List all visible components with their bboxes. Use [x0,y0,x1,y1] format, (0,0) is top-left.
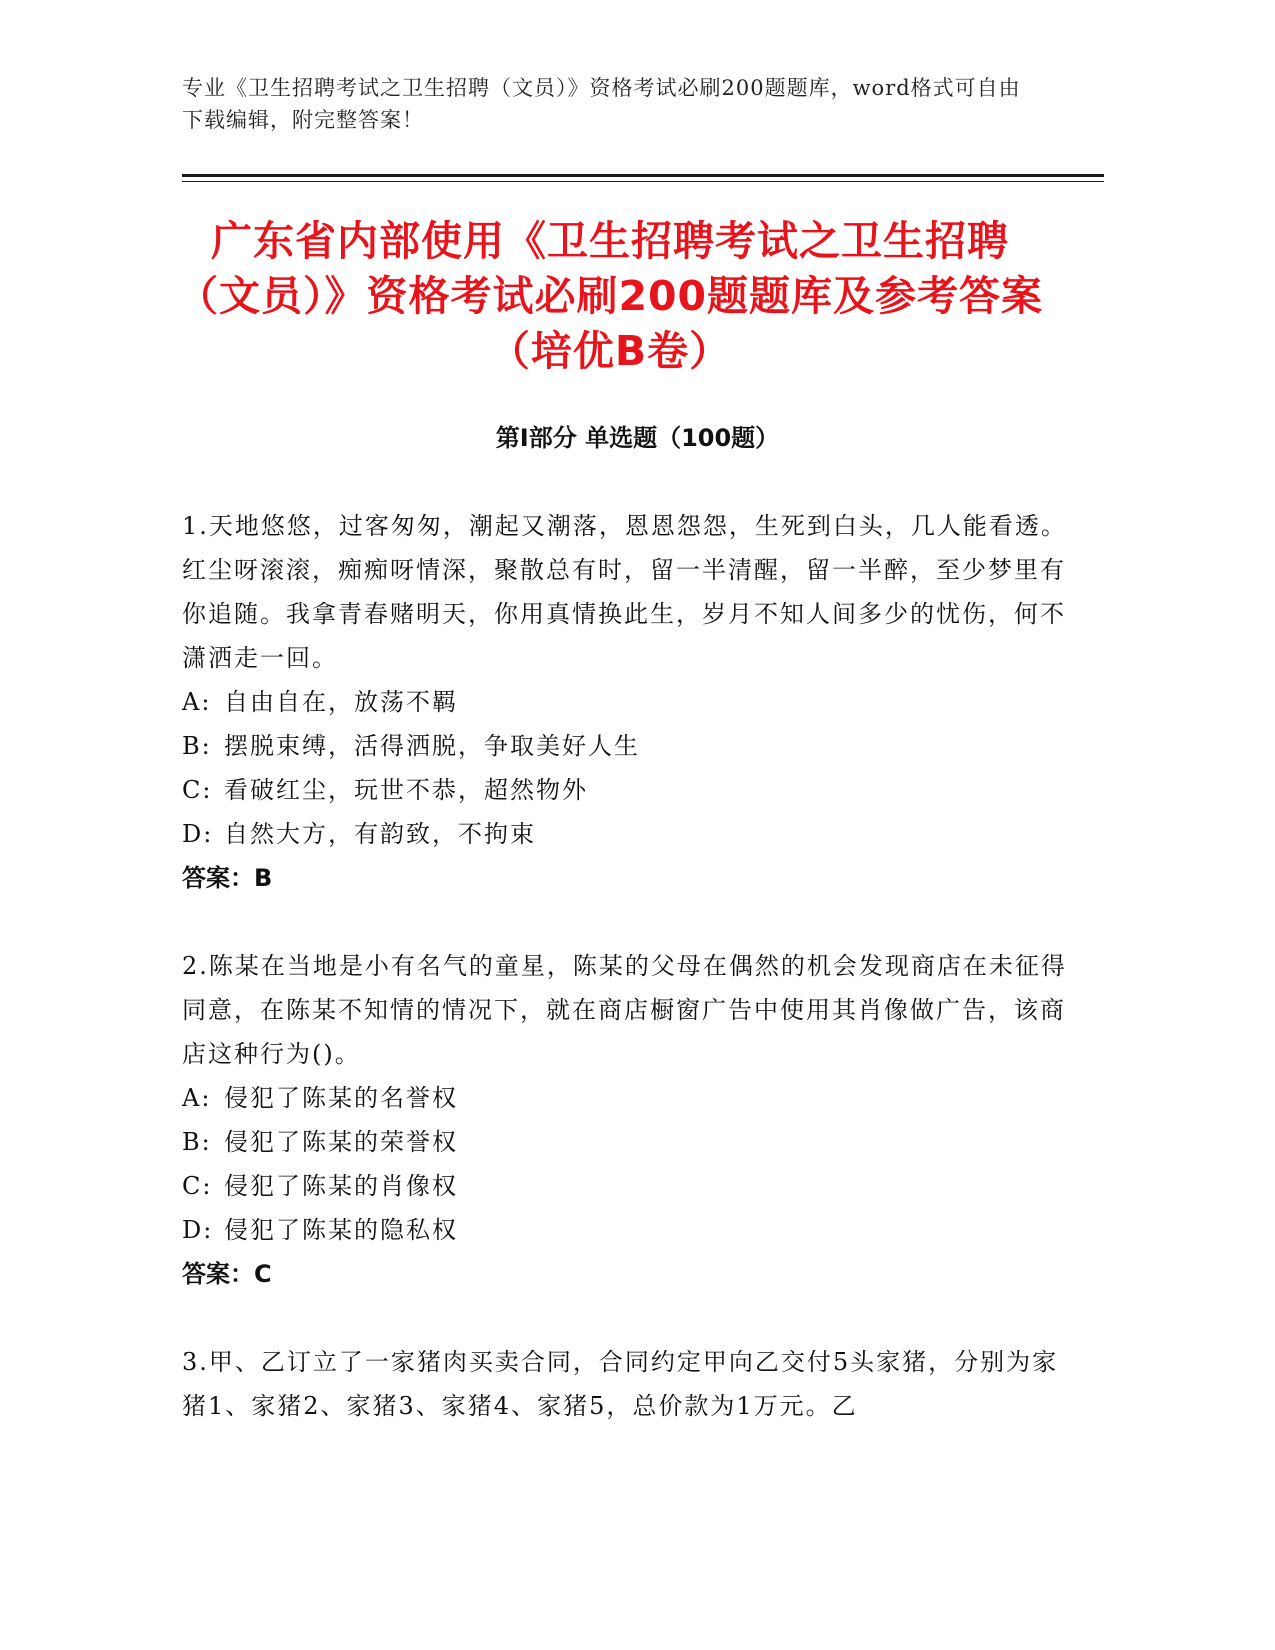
header-divider-thin [182,181,1104,182]
option-text: 侵犯了陈某的隐私权 [224,1216,458,1244]
option-label: A: [182,688,212,716]
option-label: B: [182,732,212,760]
option-a [182,1076,1082,1120]
header-divider-thick [182,174,1104,177]
answer-line: 答案：C [182,1260,272,1288]
header-note: 专业《卫生招聘考试之卫生招聘（文员）》资格考试必刷200题题库，word格式可自由下载编辑，附完整答案！ [182,76,1021,132]
option-label: B: [182,1128,212,1156]
option-label: C: [182,776,213,804]
question-3 [182,1340,1082,1428]
option-text: 侵犯了陈某的名誉权 [224,1084,458,1112]
option-c [182,1164,1082,1208]
option-text: 侵犯了陈某的荣誉权 [224,1128,458,1156]
option-text: 侵犯了陈某的肖像权 [224,1172,458,1200]
section-heading: 第Ⅰ部分 单选题（100题） [495,424,780,452]
question-1 [182,504,1082,900]
question-stem: 1.天地悠悠，过客匆匆，潮起又潮落，恩恩怨怨，生死到白头，几人能看透。红尘呀滚滚，痴痴呀情深，聚散总有时，留一半清醒，留一半醉，至少梦里有你追随。我拿青春赌明天，你用真情换此生，岁月不知人间多少的忧伤，何不潇洒走一回。 [182,512,1067,672]
option-text: 看破红尘，玩世不恭，超然物外 [224,776,588,804]
option-label: D: [182,820,214,848]
answer-line: 答案：B [182,864,273,892]
option-label: D: [182,1216,214,1244]
option-label: A: [182,1084,212,1112]
option-text: 摆脱束缚，活得洒脱，争取美好人生 [224,732,640,760]
question-stem: 3.甲、乙订立了一家猪肉买卖合同，合同约定甲向乙交付5头家猪，分别为家猪1、家猪2、家猪3、家猪4、家猪5，总价款为1万元。乙 [182,1348,1059,1420]
option-a [182,680,1082,724]
option-c [182,768,1082,812]
question-stem: 2.陈某在当地是小有名气的童星，陈某的父母在偶然的机会发现商店在未征得同意，在陈某不知情的情况下，就在商店橱窗广告中使用其肖像做广告，该商店这种行为()。 [182,952,1067,1068]
question-2 [182,944,1082,1296]
option-d [182,1208,1082,1252]
option-label: C: [182,1172,213,1200]
option-d [182,812,1082,856]
option-b [182,1120,1082,1164]
document-title: 广东省内部使用《卫生招聘考试之卫生招聘（文员）》资格考试必刷200题题库及参考答案（培优B卷） [176,217,1044,375]
option-text: 自然大方，有韵致，不拘束 [224,820,536,848]
question-list [182,504,1082,1472]
option-b [182,724,1082,768]
option-text: 自由自在，放荡不羁 [224,688,458,716]
